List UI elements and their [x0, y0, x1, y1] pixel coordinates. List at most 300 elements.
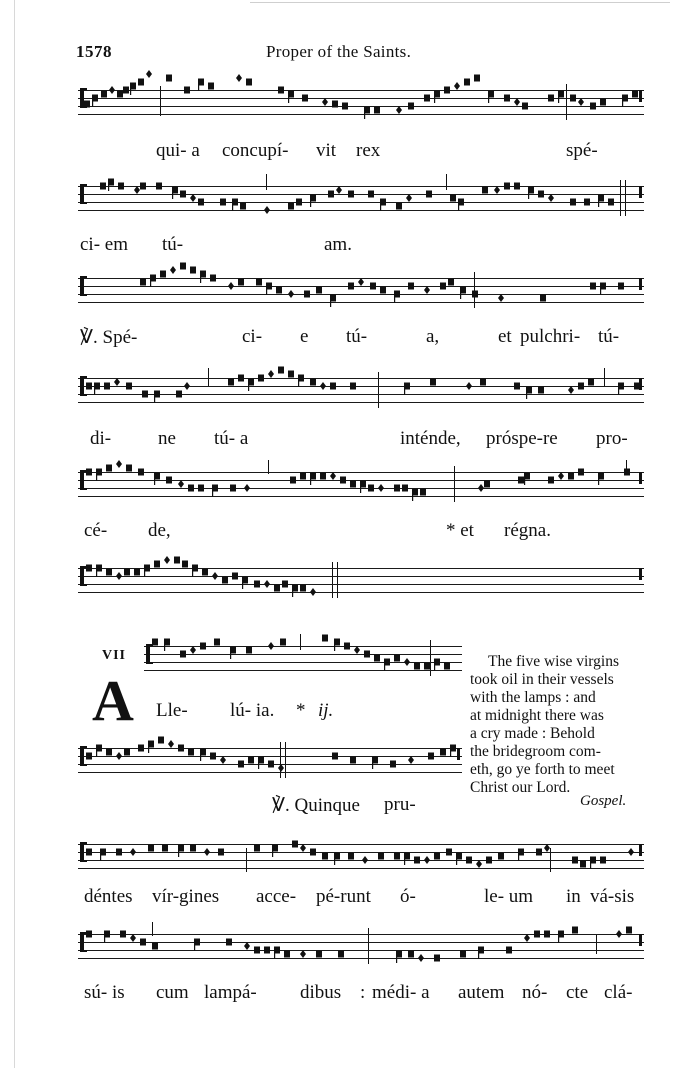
rhombus-neume — [244, 942, 250, 950]
lyric-syllable: vit — [316, 140, 337, 161]
punctum-neume — [116, 849, 122, 856]
neume-group — [78, 272, 644, 308]
neume-stem — [598, 476, 599, 485]
punctum-neume — [184, 87, 190, 94]
neume-stem — [412, 492, 413, 501]
rhombus-neume — [170, 266, 176, 274]
rhombus-neume — [478, 484, 484, 492]
lyric-syllable: ij. — [318, 700, 334, 721]
lyric-syllable: tú- a — [214, 428, 249, 449]
rhombus-neume — [300, 950, 306, 958]
rhombus-neume — [362, 856, 368, 864]
neume-group — [78, 742, 462, 778]
staff — [78, 838, 644, 874]
translation-line: a cry made : Behold — [470, 725, 595, 742]
punctum-neume — [426, 191, 432, 198]
punctum-neume — [142, 391, 148, 398]
punctum-neume — [104, 383, 110, 390]
rhombus-neume — [424, 856, 430, 864]
punctum-neume — [106, 749, 112, 756]
punctum-neume — [424, 663, 430, 670]
punctum-neume — [474, 75, 480, 82]
rhombus-neume — [288, 290, 294, 298]
translation-line: the bridegroom com- — [470, 743, 601, 760]
punctum-neume — [126, 465, 132, 472]
neume-group — [78, 84, 644, 120]
punctum-neume — [100, 183, 106, 190]
neume-stem — [434, 662, 435, 671]
punctum-neume — [274, 585, 280, 592]
neume-stem — [96, 748, 97, 757]
lyric-syllable: vá-sis — [590, 886, 635, 907]
punctum-neume — [464, 79, 470, 86]
running-head: Proper of the Saints. — [266, 42, 412, 61]
punctum-neume — [600, 99, 606, 106]
neume-stem — [310, 198, 311, 207]
mode-number: VII — [102, 648, 127, 663]
lyric-syllable: autem — [458, 982, 505, 1003]
punctum-neume — [504, 183, 510, 190]
initial-letter: A — [92, 668, 134, 733]
rhombus-neume — [278, 764, 284, 772]
neume-stem — [100, 852, 101, 861]
neume-stem — [488, 94, 489, 103]
neume-stem — [384, 662, 385, 671]
punctum-neume — [118, 183, 124, 190]
rhombus-neume — [300, 844, 306, 852]
rhombus-neume — [424, 286, 430, 294]
punctum-neume — [396, 203, 402, 210]
punctum-neume — [580, 861, 586, 868]
neume-stem — [154, 394, 155, 403]
rhombus-neume — [220, 756, 226, 764]
lyric-syllable: et — [498, 326, 512, 347]
rhombus-neume — [109, 86, 115, 94]
punctum-neume — [544, 931, 550, 938]
neume-stem — [198, 82, 199, 91]
punctum-neume — [120, 931, 126, 938]
punctum-neume — [210, 753, 216, 760]
neume-stem — [558, 934, 559, 943]
rhombus-neume — [358, 278, 364, 286]
punctum-neume — [430, 379, 436, 386]
neume-stem — [434, 94, 435, 103]
lyric-syllable: vír-gines — [152, 886, 220, 907]
rhombus-neume — [336, 186, 342, 194]
punctum-neume — [484, 481, 490, 488]
punctum-neume — [310, 379, 316, 386]
punctum-neume — [228, 379, 234, 386]
punctum-neume — [238, 761, 244, 768]
punctum-neume — [618, 283, 624, 290]
neume-stem — [154, 476, 155, 485]
punctum-neume — [188, 485, 194, 492]
lyric-syllable: e — [300, 326, 309, 347]
punctum-neume — [588, 379, 594, 386]
lyric-syllable: próspe-re — [486, 428, 558, 449]
rhombus-neume — [178, 480, 184, 488]
punctum-neume — [316, 287, 322, 294]
neume-group — [78, 372, 644, 408]
punctum-neume — [394, 485, 400, 492]
punctum-neume — [570, 95, 576, 102]
rhombus-neume — [114, 378, 120, 386]
neume-group — [78, 838, 644, 874]
neume-stem — [364, 110, 365, 119]
lyric-syllable: : — [360, 982, 366, 1003]
punctum-neume — [290, 477, 296, 484]
punctum-neume — [106, 465, 112, 472]
rhombus-neume — [130, 934, 136, 942]
punctum-neume — [86, 849, 92, 856]
lyric-syllable: lampá- — [204, 982, 257, 1003]
lyric-syllable: qui- a — [156, 140, 200, 161]
neume-stem — [230, 650, 231, 659]
punctum-neume — [210, 275, 216, 282]
rhombus-neume — [498, 294, 504, 302]
punctum-neume — [440, 283, 446, 290]
rhombus-neume — [190, 194, 196, 202]
lyric-syllable: cte — [566, 982, 589, 1003]
punctum-neume — [288, 203, 294, 210]
punctum-neume — [208, 83, 214, 90]
neume-stem — [380, 202, 381, 211]
punctum-neume — [364, 651, 370, 658]
punctum-neume — [180, 651, 186, 658]
punctum-neume — [350, 481, 356, 488]
staff — [78, 272, 644, 308]
neume-stem — [310, 476, 311, 485]
punctum-neume — [310, 849, 316, 856]
neume-stem — [212, 488, 213, 497]
punctum-neume — [590, 283, 596, 290]
punctum-neume — [288, 371, 294, 378]
punctum-neume — [232, 573, 238, 580]
punctum-neume — [284, 951, 290, 958]
staff — [78, 180, 644, 216]
punctum-neume — [568, 473, 574, 480]
top-rule — [250, 2, 670, 3]
neume-stem — [404, 386, 405, 395]
punctum-neume — [138, 79, 144, 86]
translation-line: eth, go ye forth to meet — [470, 761, 615, 778]
lyric-syllable: clá- — [604, 982, 633, 1003]
neume-stem — [298, 378, 299, 387]
rhombus-neume — [236, 74, 242, 82]
punctum-neume — [140, 183, 146, 190]
neume-stem — [272, 848, 273, 857]
neume-stem — [528, 190, 529, 199]
neume-stem — [524, 476, 525, 485]
punctum-neume — [117, 91, 123, 98]
page-number: 1578 — [76, 42, 112, 61]
rhombus-neume — [330, 472, 336, 480]
neume-stem — [372, 760, 373, 769]
neume-stem — [526, 390, 527, 399]
rhombus-neume — [628, 848, 634, 856]
lyric-syllable: sú- is — [84, 982, 125, 1003]
punctum-neume — [178, 745, 184, 752]
punctum-neume — [428, 753, 434, 760]
punctum-neume — [626, 927, 632, 934]
punctum-neume — [338, 951, 344, 958]
translation-line: Christ our Lord. — [470, 779, 571, 796]
neume-stem — [96, 568, 97, 577]
staff — [144, 640, 462, 676]
punctum-neume — [332, 753, 338, 760]
rhombus-neume — [168, 740, 174, 748]
punctum-neume — [84, 101, 90, 108]
punctum-neume — [342, 103, 348, 110]
neume-stem — [172, 190, 173, 199]
punctum-neume — [570, 199, 576, 206]
rhombus-neume — [268, 370, 274, 378]
punctum-neume — [330, 383, 336, 390]
rhombus-neume — [524, 934, 530, 942]
neume-stem — [94, 386, 95, 395]
punctum-neume — [370, 283, 376, 290]
neume-stem — [558, 94, 559, 103]
punctum-neume — [264, 947, 270, 954]
rhombus-neume — [130, 848, 136, 856]
punctum-neume — [180, 263, 186, 270]
punctum-neume — [368, 191, 374, 198]
lyric-syllable: * et — [446, 520, 474, 541]
rhombus-neume — [494, 186, 500, 194]
neume-stem — [258, 760, 259, 769]
lyric-syllable: cé- — [84, 520, 108, 541]
rhombus-neume — [568, 386, 574, 394]
punctum-neume — [332, 101, 338, 108]
punctum-neume — [514, 383, 520, 390]
rhombus-neume — [476, 860, 482, 868]
rhombus-neume — [418, 954, 424, 962]
punctum-neume — [280, 639, 286, 646]
lyric-syllable: Lle- — [156, 700, 188, 721]
punctum-neume — [536, 849, 542, 856]
punctum-neume — [300, 473, 306, 480]
rhombus-neume — [378, 484, 384, 492]
punctum-neume — [138, 745, 144, 752]
punctum-neume — [198, 485, 204, 492]
punctum-neume — [190, 845, 196, 852]
punctum-neume — [444, 87, 450, 94]
rhombus-neume — [264, 580, 270, 588]
rhombus-neume — [184, 382, 190, 390]
punctum-neume — [138, 469, 144, 476]
punctum-neume — [278, 367, 284, 374]
punctum-neume — [316, 951, 322, 958]
neume-stem — [96, 472, 97, 481]
lyric-syllable: ℣. Spé- — [80, 327, 138, 348]
lyric-syllable: ci- em — [80, 234, 129, 255]
rhombus-neume — [466, 382, 472, 390]
punctum-neume — [302, 95, 308, 102]
rhombus-neume — [190, 646, 196, 654]
rhombus-neume — [268, 642, 274, 650]
neume-stem — [404, 856, 405, 865]
rhombus-neume — [322, 98, 328, 106]
rhombus-neume — [212, 572, 218, 580]
lyric-syllable: cum — [156, 982, 189, 1003]
neume-stem — [598, 198, 599, 207]
lyric-syllable: ℣. Quinque — [272, 795, 360, 816]
punctum-neume — [482, 187, 488, 194]
punctum-neume — [240, 203, 246, 210]
punctum-neume — [254, 947, 260, 954]
punctum-neume — [448, 279, 454, 286]
punctum-neume — [578, 383, 584, 390]
rhombus-neume — [544, 844, 550, 852]
rhombus-neume — [616, 930, 622, 938]
punctum-neume — [402, 485, 408, 492]
punctum-neume — [506, 947, 512, 954]
neume-stem — [360, 484, 361, 493]
punctum-neume — [238, 375, 244, 382]
rhombus-neume — [204, 848, 210, 856]
punctum-neume — [300, 585, 306, 592]
neume-group — [78, 466, 644, 502]
punctum-neume — [190, 267, 196, 274]
neume-stem — [450, 748, 451, 757]
punctum-neume — [322, 853, 328, 860]
punctum-neume — [222, 577, 228, 584]
staff — [78, 928, 644, 964]
punctum-neume — [634, 383, 640, 390]
punctum-neume — [160, 271, 166, 278]
lyric-syllable: tú- — [346, 326, 368, 347]
punctum-neume — [374, 107, 380, 114]
punctum-neume — [322, 635, 328, 642]
punctum-neume — [578, 469, 584, 476]
rhombus-neume — [514, 98, 520, 106]
staff — [78, 562, 644, 598]
neume-group — [144, 640, 462, 676]
punctum-neume — [246, 647, 252, 654]
translation-line: with the lamps : and — [470, 689, 596, 706]
punctum-neume — [504, 95, 510, 102]
punctum-neume — [304, 291, 310, 298]
neume-stem — [150, 278, 151, 287]
staff — [78, 742, 462, 778]
rhombus-neume — [116, 572, 122, 580]
rhombus-neume — [558, 472, 564, 480]
rhombus-neume — [454, 82, 460, 90]
punctum-neume — [380, 287, 386, 294]
neume-stem — [108, 182, 109, 191]
neume-stem — [200, 274, 201, 283]
punctum-neume — [590, 103, 596, 110]
punctum-neume — [166, 75, 172, 82]
punctum-neume — [522, 103, 528, 110]
rhombus-neume — [396, 106, 402, 114]
punctum-neume — [350, 383, 356, 390]
translation-line: at midnight there was — [470, 707, 604, 724]
punctum-neume — [278, 87, 284, 94]
lyric-syllable: di- — [90, 428, 112, 449]
neume-stem — [518, 852, 519, 861]
punctum-neume — [408, 103, 414, 110]
neume-stem — [456, 856, 457, 865]
lyric-syllable: ci- — [242, 326, 263, 347]
punctum-neume — [444, 663, 450, 670]
punctum-neume — [254, 845, 260, 852]
punctum-neume — [466, 857, 472, 864]
punctum-neume — [460, 951, 466, 958]
punctum-neume — [348, 283, 354, 290]
rhombus-neume — [406, 194, 412, 202]
rhombus-neume — [116, 460, 122, 468]
punctum-neume — [350, 757, 356, 764]
rhombus-neume — [404, 658, 410, 666]
punctum-neume — [548, 477, 554, 484]
lyric-syllable: nó- — [522, 982, 548, 1003]
lyric-syllable: ó- — [400, 886, 416, 907]
punctum-neume — [538, 191, 544, 198]
translation-line: The five wise virgins — [488, 653, 620, 670]
punctum-neume — [632, 91, 638, 98]
rhombus-neume — [310, 588, 316, 596]
rhombus-neume — [244, 484, 250, 492]
punctum-neume — [584, 199, 590, 206]
translation-source: Gospel. — [580, 793, 627, 809]
lyric-syllable: régna. — [504, 520, 551, 541]
punctum-neume — [368, 485, 374, 492]
rhombus-neume — [354, 646, 360, 654]
punctum-neume — [174, 557, 180, 564]
punctum-neume — [180, 191, 186, 198]
punctum-neume — [154, 561, 160, 568]
lyric-syllable: lú- ia. — [230, 700, 275, 721]
lyric-syllable: de, — [148, 520, 171, 541]
punctum-neume — [480, 379, 486, 386]
lyric-syllable: concupí- — [222, 140, 289, 161]
punctum-neume — [124, 749, 130, 756]
neume-stem — [396, 954, 397, 963]
punctum-neume — [214, 639, 220, 646]
punctum-neume — [86, 383, 92, 390]
punctum-neume — [486, 857, 492, 864]
neume-stem — [130, 86, 131, 95]
punctum-neume — [134, 569, 140, 576]
punctum-neume — [548, 95, 554, 102]
neume-stem — [334, 856, 335, 865]
punctum-neume — [248, 757, 254, 764]
punctum-neume — [246, 79, 252, 86]
punctum-neume — [348, 191, 354, 198]
neume-stem — [232, 202, 233, 211]
translation-line: took oil in their vessels — [470, 671, 614, 688]
punctum-neume — [123, 87, 129, 94]
punctum-neume — [446, 849, 452, 856]
punctum-neume — [220, 199, 226, 206]
punctum-neume — [450, 195, 456, 202]
lyric-syllable: in — [566, 886, 581, 907]
neume-stem — [460, 290, 461, 299]
punctum-neume — [572, 857, 578, 864]
punctum-neume — [538, 387, 544, 394]
punctum-neume — [498, 853, 504, 860]
punctum-neume — [408, 283, 414, 290]
rhombus-neume — [134, 186, 140, 194]
punctum-neume — [256, 279, 262, 286]
lyric-syllable: pulchri- — [520, 326, 581, 347]
neume-stem — [274, 950, 275, 959]
punctum-neume — [434, 853, 440, 860]
lyric-syllable: acce- — [256, 886, 297, 907]
punctum-neume — [472, 291, 478, 298]
neume-stem — [478, 950, 479, 959]
